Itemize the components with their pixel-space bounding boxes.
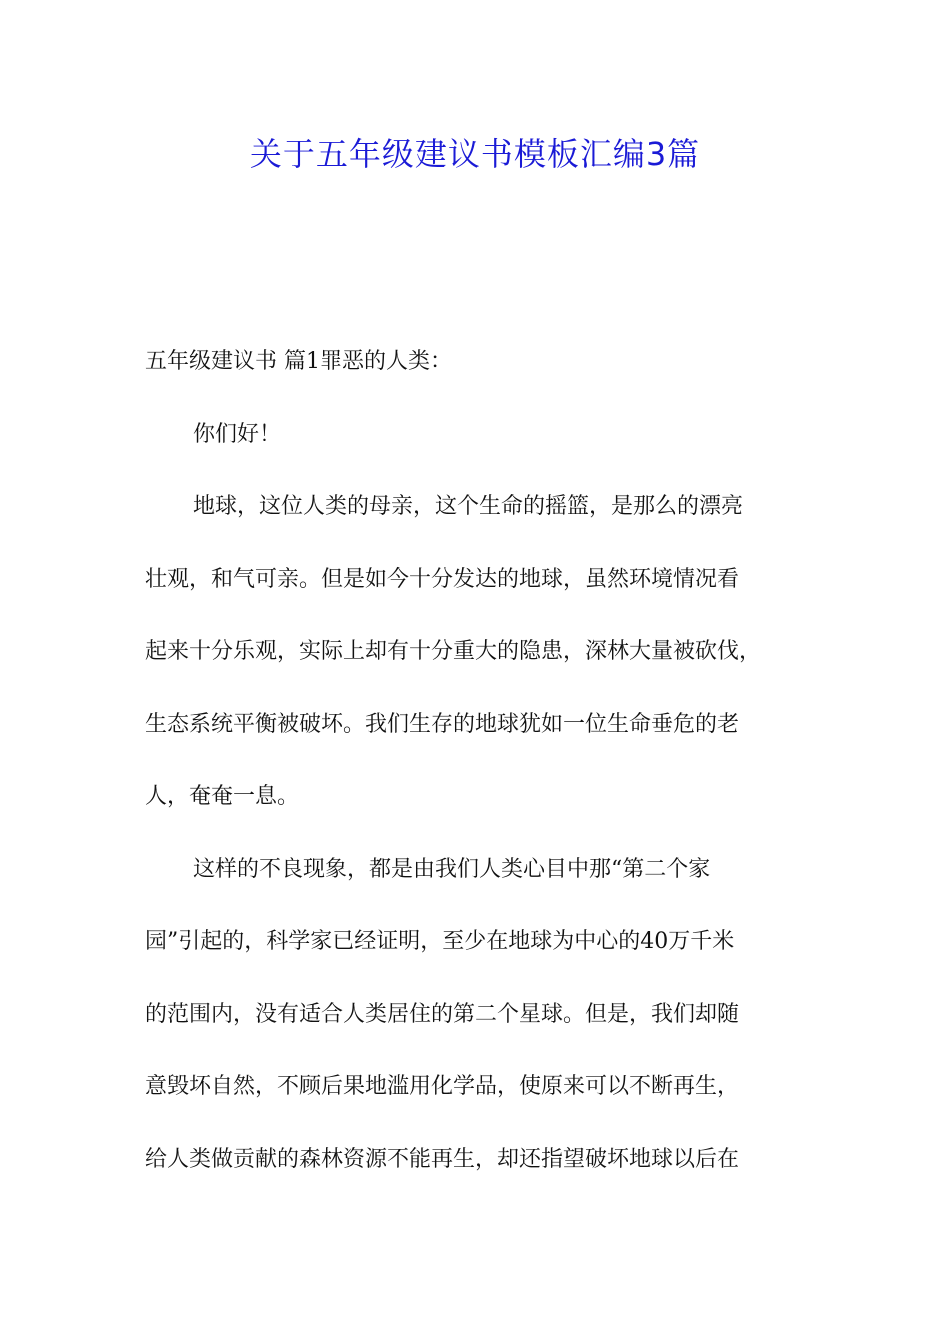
paragraph-line: 地球，这位人类的母亲，这个生命的摇篮，是那么的漂亮 [193, 494, 744, 519]
paragraph-line: 这样的不良现象，都是由我们人类心目中那“第二个家 [193, 856, 711, 882]
heading-line: 五年级建议书 篇1罪恶的人类： [145, 349, 452, 374]
paragraph-gap [145, 821, 810, 846]
paragraph-line: 生态系统平衡被破坏。我们生存的地球犹如一位生命垂危的老 [145, 711, 740, 737]
greeting-line: 你们好！ [193, 421, 282, 447]
paragraph-line: 起来十分乐观，实际上却有十分重大的隐患，深林大量被砍伐， [145, 639, 762, 664]
line-gap [145, 531, 810, 556]
line-gap [145, 604, 810, 629]
paragraph-line: 意毁坏自然，不顾后果地滥用化学品，使原来可以不断再生， [145, 1074, 740, 1099]
paragraph-gap [145, 386, 810, 411]
paragraph-line: 壮观，和气可亲。但是如今十分发达的地球，虽然环境情况看 [145, 566, 740, 592]
document-body [145, 338, 810, 1184]
line-gap [145, 676, 810, 701]
paragraph-line: 给人类做贡献的森林资源不能再生，却还指望破坏地球以后在 [145, 1146, 740, 1172]
paragraph-gap [145, 459, 810, 484]
line-gap [145, 966, 810, 991]
document-title: 关于五年级建议书模板汇编3篇 [249, 135, 701, 173]
paragraph-line: 的范围内，没有适合人类居住的第二个星球。但是，我们却随 [145, 1001, 740, 1027]
line-gap [145, 894, 810, 919]
paragraph-1 [145, 483, 810, 821]
paragraph-line: 园”引起的，科学家已经证明，至少在地球为中心的40万千米 [145, 929, 735, 954]
paragraph-2 [145, 846, 810, 1184]
line-gap [145, 1111, 810, 1136]
line-gap [145, 1039, 810, 1064]
paragraph-line: 人，奄奄一息。 [145, 784, 300, 809]
line-gap [145, 749, 810, 774]
